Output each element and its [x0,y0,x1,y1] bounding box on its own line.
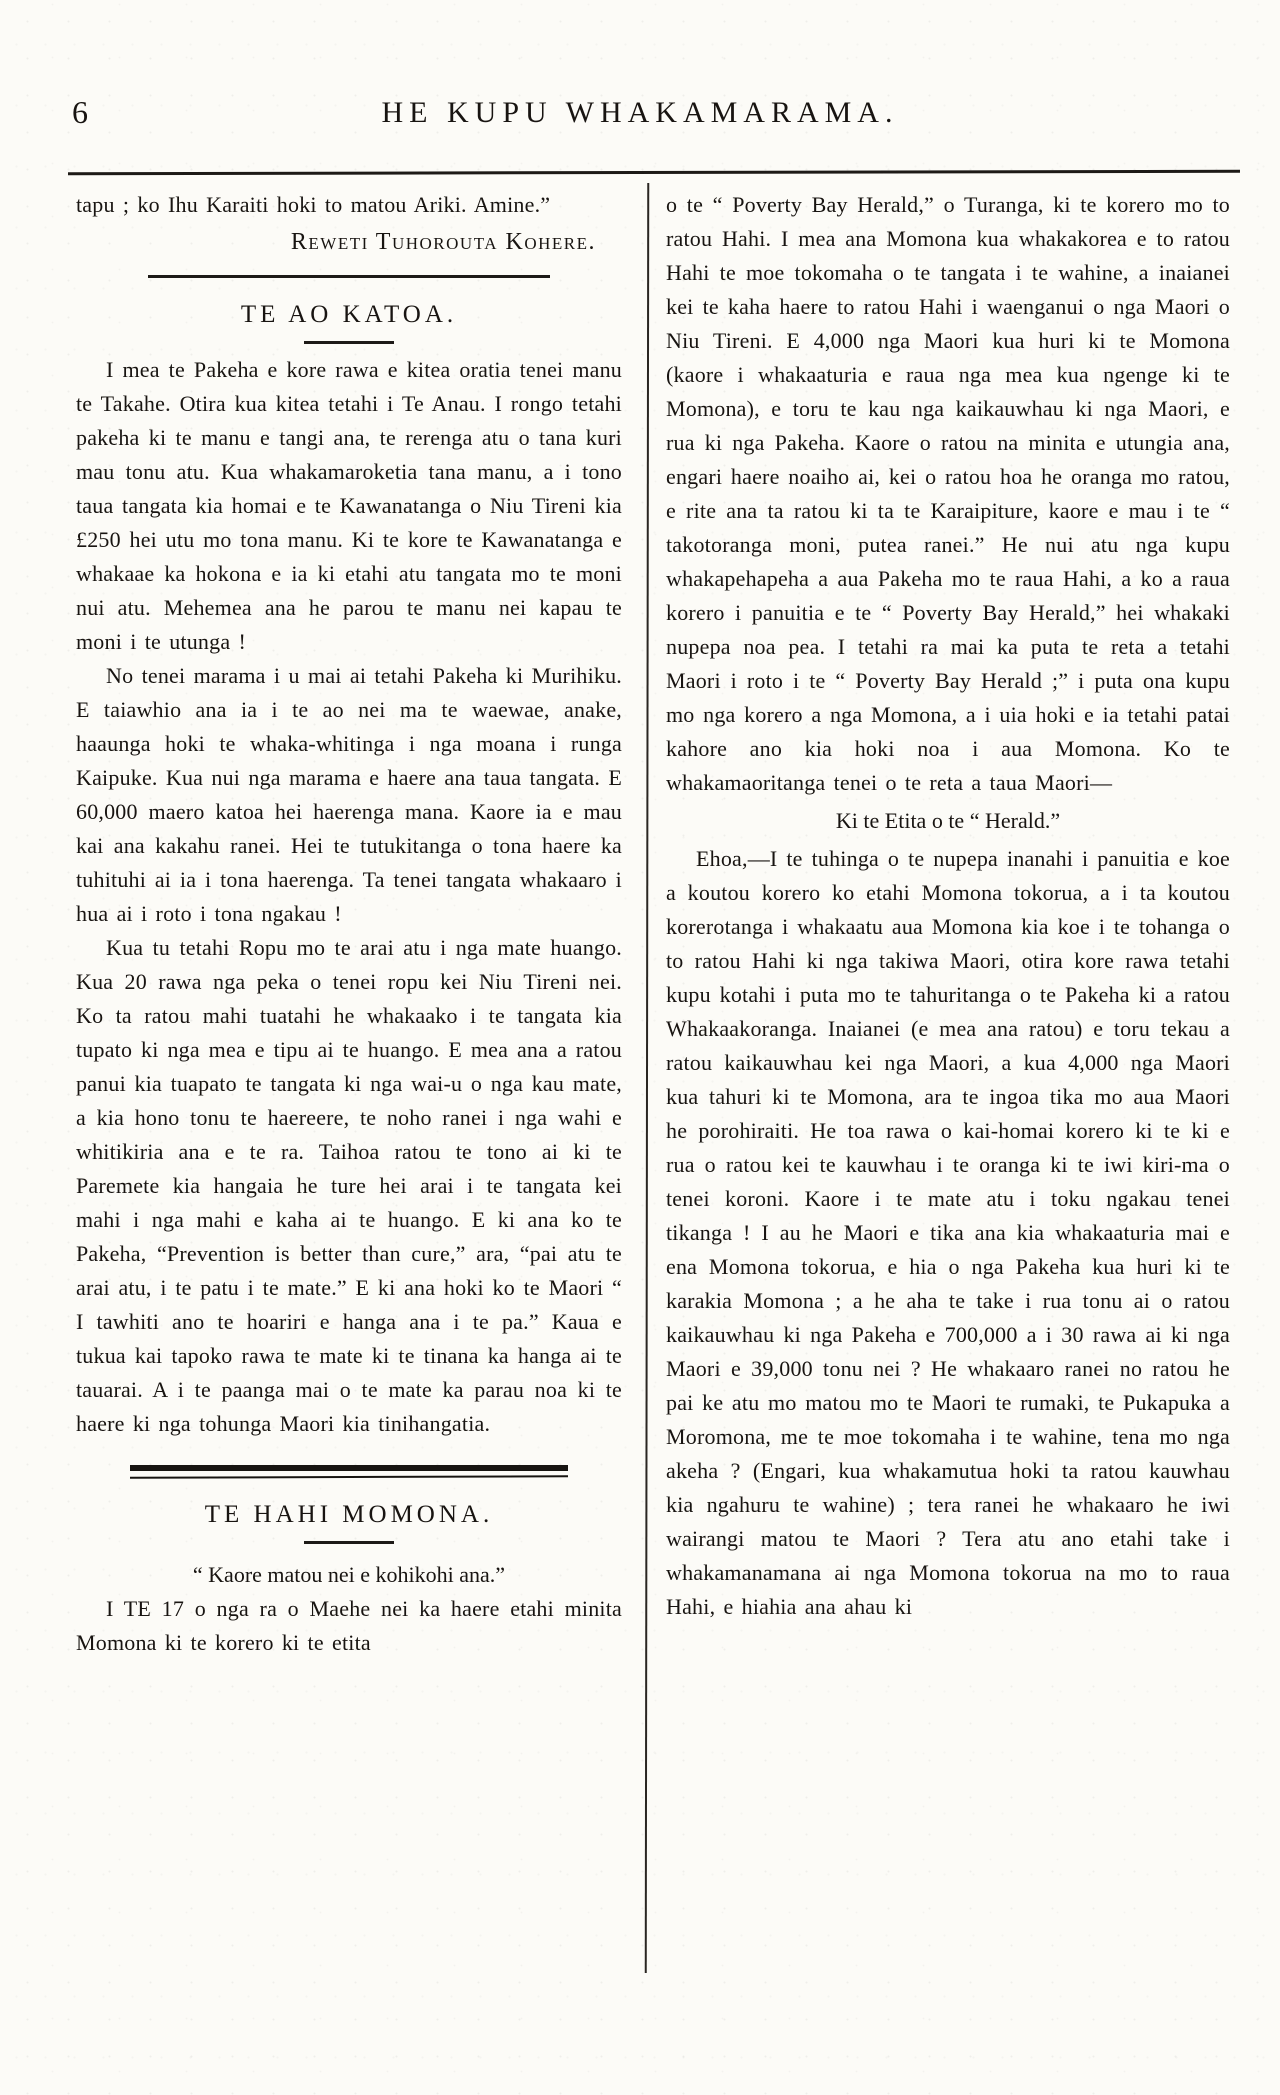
article-divider-double-rule [130,1465,568,1478]
heading-underline-rule [304,341,394,344]
page-number: 6 [72,94,88,130]
letter-salutation: Ki te Etita o te “ Herald.” [835,808,1061,833]
article-paragraph: o te “ Poverty Bay Herald,” o Turanga, ki te korero mo to ratou Hahi. I mea ana Momona kua whakakorea e to ratou Hahi te moe tokomaha o te tangata i te wahine, a inaianei kei te kaha haere to ratou Hahi i waenganui o nga Maori o Niu Tireni. E 4,000 nga Maori kua huri ki te Momona (kaore i whakaaturia e raua nga mea kua ngenge ki te Momona), e toru te kau nga kaikauwhau ki nga Maori, e rua ki nga Pakeha. Kaore o ratou na minita e utungia ana, engari haere noaiho ai, kei o ratou hoa he oranga mo ratou, e rite ana ta ratou ki ta te Karaipiture, kaore e mau i te “ takotoranga moni, putea ranei.” He nui atu nga kupu whakapehapeha a aua Pakeha mo te raua Hahi, a ko a raua korero i panuitia e te “ Poverty Bay Herald,” hei whakaki nupepa noa pea. I tetahi ra mai ka puta te reta a tetahi Maori i roto i te “ Poverty Bay Herald ;” i puta ona kupu mo nga korero a nga Momona, a i uia hoki e ia tetahi patai kahore ano kia hoki noa i aua Momona. Ko te whakamaoritanga tenei o te reta a taua Maori— [666,192,1230,795]
article-paragraph: No tenei marama i u mai ai tetahi Pakeha ki Murihiku. E taiawhio ana ia i te ao nei ma te waewae, anake, haaunga hoki te whaka-whitinga i nga moana i runga Kaipuke. Kua nui nga marama e haere ana taua tangata. E 60,000 maero katoa hei haerenga mana. Kaore ia e mau kai ana kakahu ranei. Hei te tutukitanga o tona haere ka tuhituhi ai ia i tona haerenga. Ta tenei tangata whakaaro i hua ai i roto i tona ngakau ! [76,663,622,926]
section-divider-rule [148,275,550,278]
heading-underline-rule [304,1541,394,1544]
double-rule-thick-line [130,1465,568,1471]
signature-line: Reweti Tuhorouta Kohere. [290,229,596,255]
header-rule [68,170,1240,175]
epigraph-quote: “ Kaore matou nei e kohikohi ana.” [192,1562,506,1587]
article-heading-te-ao-katoa: TE AO KATOA. [240,301,458,328]
article-heading-te-hahi-momona: TE HAHI MOMONA. [204,1501,494,1528]
article-paragraph: I mea te Pakeha e kore rawa e kitea oratia tenei manu te Takahe. Otira kua kitea tetahi i Te Anau. I rongo tetahi pakeha ki te manu e tangi ana, te rerenga atu o tana kuri mau tonu atu. Kua whakamaroketia tana manu, a i tono taua tangata kia homai e te Kawanatanga o Niu Tireni kia £250 hei utu mo tona manu. Ki te kore te Kawanatanga e whakaae ka hokona e ia ki etahi atu tangata mo te moni nui atu. Mehemea ana he parou te manu nei kapau te moni i te utunga ! [76,357,622,654]
column-divider-rule [645,183,649,1973]
letter-body-paragraph: Ehoa,—I te tuhinga o te nupepa inanahi i panuitia e koe a koutou korero ko etahi Momona tokorua, a i ta koutou korerotanga i whakaatu aua Momona kia koe i te tohanga o to ratou Hahi ki nga takiwa Maori, otira kore rawa tetahi kupu kotahi i puta mo te tahuritanga o te Pakeha ki a ratou Whakaakoranga. Inaianei (e mea ana ratou) e toru tekau a ratou kaikauwhau kei nga Maori, a kua 4,000 nga Maori kua tahuri ki te Momona, ara te ingoa tika mo aua Maori he porohiraiti. He toa rawa o kai-homai korero ki te ki e rua o ratou kei te kauwhau i te oranga ki te iwi kiri-ma o tenei koroni. Kaore i te mate atu i toku ngakau tenei tikanga ! I au he Maori e tika ana kia whakaaturia mai e ena Momona tokorua, e hia o nga Pakeha kua huri ki te karakia Momona ; a he aha te take i rua tonu ai o ratou kaikauwhau ki nga Pakeha e 700,000 a i 30 rawa ai ki nga Maori e 39,000 tonu nei ? He whakaaro ranei no ratou he pai ke atu mo matou mo te Maori te rumaki, te Pukapuka a Moromona, me te moe tokomaha i te wahine, tena mo nga akeha ? (Engari, kua whakamutua hoki ta ratou kauwhau kia ngahuru te wahine) ; tera ranei he whakaaro he iwi wairangi matou te Maori ? Tera atu ano etahi take i whakamanamana ai nga Momona tokorua na mo to raua Hahi, e hiahia ana ahau ki [666,846,1230,1619]
right-column [666,188,1230,1624]
masthead-title: HE KUPU WHAKAMARAMA. [381,96,899,129]
left-column [76,188,622,1660]
closing-paragraph: tapu ; ko Ihu Karaiti hoki to matou Ariki. Amine.” [76,192,551,217]
article-paragraph: Kua tu tetahi Ropu mo te arai atu i nga mate huango. Kua 20 rawa nga peka o tenei ropu kei Niu Tireni nei. Ko ta ratou mahi tuatahi he whakaako i te tangata kia tupato ki nga mea e tipu ai te huango. E mea ana a ratou panui kia tuapato te tangata ki nga wai-u o nga kau mate, a kia hono tonu te haereere, te noho ranei i nga wahi e whitikiria ana e te ra. Taihoa ratou te tono ai ki te Paremete kia hangaia he ture hei arai i te tangata kei mahi i nga mahi e kaha ai te huango. E ki ana ko te Pakeha, “Prevention is better than cure,” ara, “pai atu te arai atu, i te patu i te mate.” E ki ana hoki ko te Maori “ I tawhiti ano te hoariri e hanga ana i te pa.” Kaua e tukua kai tapoko rawa te mate ki te tinana ka hanga ai te tauarai. A i te paanga mai o te mate ka parau noa ki te haere ki nga tohunga Maori kia tinihangatia. [76,935,622,1436]
double-rule-thin-line [130,1475,568,1479]
article-paragraph: I TE 17 o nga ra o Maehe nei ka haere etahi minita Momona ki te korero ki te etita [76,1596,622,1655]
